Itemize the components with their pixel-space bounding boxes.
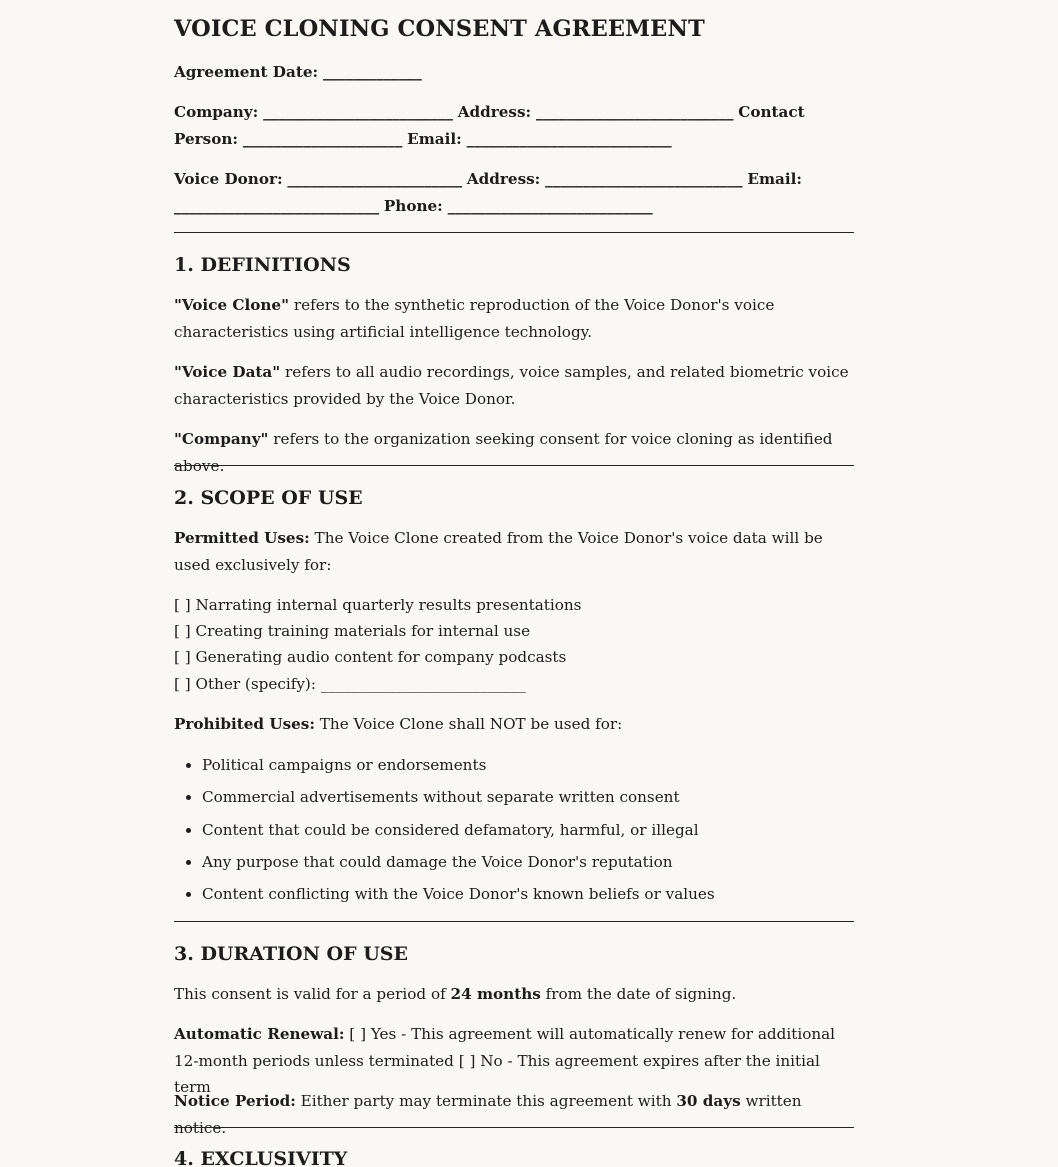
definition-term: "Voice Data" [174, 363, 281, 381]
divider [174, 465, 854, 466]
automatic-renewal-text[interactable]: [ ] Yes - This agreement will automatically renew for additional 12-month periods unless terminated [ ] No - This agreement expires after the initial term [174, 1025, 836, 1096]
definition-text: refers to the synthetic reproduction of the Voice Donor's voice characteristics using artificial intelligence technology. [174, 296, 775, 341]
donor-phone-field[interactable]: ___________________________ [447, 196, 653, 215]
prohibited-list [174, 749, 715, 910]
agreement-date-field[interactable]: _____________ [322, 63, 422, 81]
notice-post: written notice. [174, 1092, 802, 1137]
checkbox-item[interactable]: [ ] Narrating internal quarterly results presentations [174, 596, 582, 614]
definition-text: refers to all audio recordings, voice samples, and related biometric voice characteristics provided by the Voice Donor. [174, 363, 849, 408]
definition-term: "Company" [174, 430, 269, 448]
list-item: • Any purpose that could damage the Voice Donor's reputation [202, 846, 715, 878]
checkbox-item[interactable]: [ ] Creating training materials for internal use [174, 622, 531, 640]
permitted-uses-text: The Voice Clone created from the Voice Donor's voice data will be used exclusively for: [174, 529, 823, 574]
contact-person-label: Contact Person: [174, 103, 805, 148]
company-address-field[interactable]: __________________________ [535, 103, 734, 121]
validity-statement [174, 981, 854, 1008]
automatic-renewal-label: Automatic Renewal: [174, 1025, 345, 1043]
checkbox-item[interactable]: [ ] Generating audio content for company podcasts [174, 648, 567, 666]
checkbox-item[interactable]: [ ] Other (specify): ___________________________ [174, 675, 526, 693]
divider [174, 232, 854, 233]
prohibited-uses [174, 711, 854, 738]
agreement-date-label: Agreement Date: [174, 63, 319, 81]
definition-voice-data [174, 359, 854, 412]
permitted-uses [174, 525, 854, 578]
company-label: Company: [174, 103, 259, 121]
list-item: • Content conflicting with the Voice Donor's known beliefs or values [202, 878, 715, 910]
notice-days: 30 days [676, 1092, 741, 1110]
list-item: • Political campaigns or endorsements [202, 749, 715, 781]
notice-period-label: Notice Period: [174, 1092, 296, 1110]
company-info [174, 99, 854, 152]
voice-donor-field[interactable]: _______________________ [287, 170, 463, 188]
definition-text: refers to the organization seeking consent for voice cloning as identified above. [174, 430, 833, 475]
section-heading-duration: 3. DURATION OF USE [174, 943, 408, 965]
definition-company [174, 426, 854, 479]
prohibited-uses-text: The Voice Clone shall NOT be used for: [314, 715, 623, 733]
divider [174, 1127, 854, 1128]
document-title: VOICE CLONING CONSENT AGREEMENT [174, 16, 705, 42]
definition-voice-clone [174, 292, 854, 345]
list-item: • Commercial advertisements without separate written consent [202, 781, 715, 813]
company-email-label: Email: [407, 129, 462, 148]
company-email-field[interactable]: ___________________________ [466, 129, 672, 148]
definition-term: "Voice Clone" [174, 296, 290, 314]
list-item: • Content that could be considered defamatory, harmful, or illegal [202, 814, 715, 846]
validity-post: from the date of signing. [540, 985, 737, 1003]
section-heading-definitions: 1. DEFINITIONS [174, 254, 351, 276]
voice-donor-label: Voice Donor: [174, 170, 283, 188]
notice-pre: Either party may terminate this agreement with [295, 1092, 677, 1110]
section-heading-exclusivity: 4. EXCLUSIVITY [174, 1148, 348, 1167]
donor-info [174, 166, 854, 219]
donor-address-field[interactable]: __________________________ [545, 170, 743, 188]
validity-period: 24 months [450, 985, 541, 1003]
validity-pre: This consent is valid for a period of [174, 985, 451, 1003]
donor-email-label: Email: [747, 170, 803, 188]
donor-address-label: Address: [466, 170, 541, 188]
company-field[interactable]: _________________________ [263, 103, 453, 121]
donor-email-field[interactable]: ___________________________ [174, 196, 380, 215]
company-address-label: Address: [457, 103, 532, 121]
section-heading-scope: 2. SCOPE OF USE [174, 487, 363, 509]
notice-period [174, 1088, 854, 1141]
contact-person-field[interactable]: _____________________ [242, 129, 403, 148]
donor-phone-label: Phone: [383, 196, 443, 215]
divider [174, 921, 854, 922]
agreement-date-line [174, 59, 854, 86]
prohibited-uses-label: Prohibited Uses: [174, 715, 315, 733]
permitted-uses-label: Permitted Uses: [174, 529, 310, 547]
